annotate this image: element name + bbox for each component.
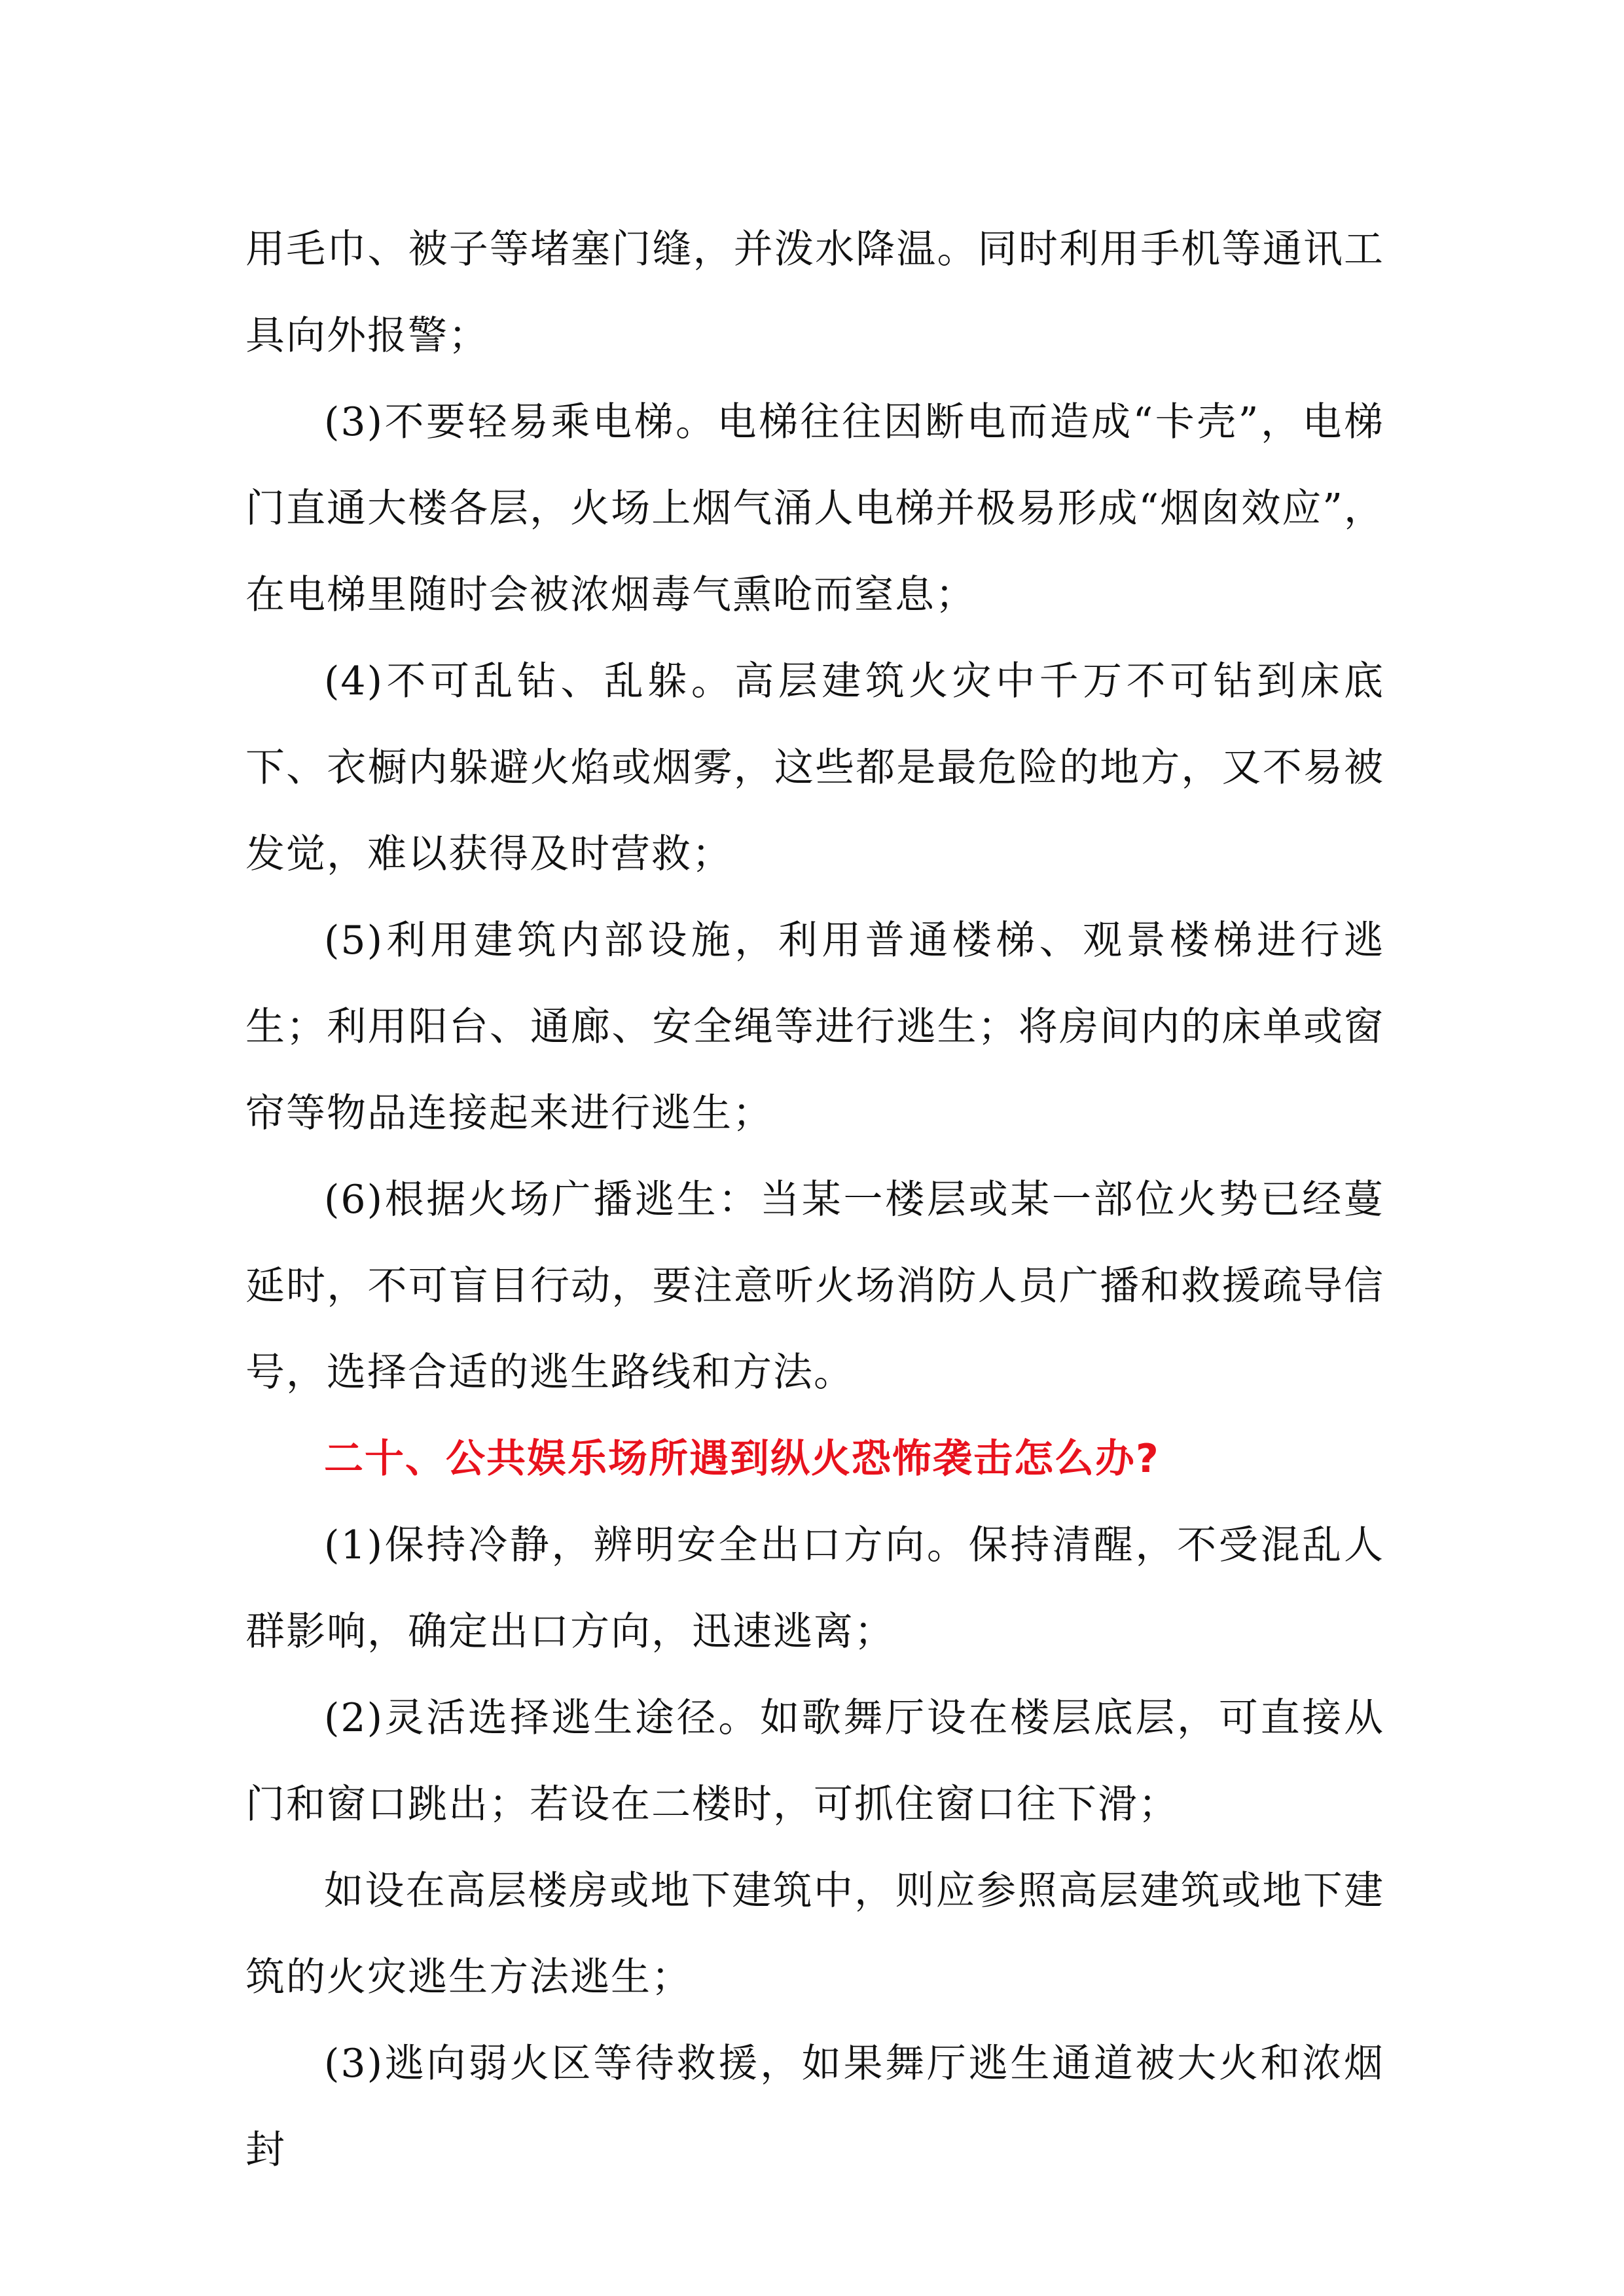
- paragraph-item-3b: (3)逃向弱火区等待救援，如果舞厅逃生通道被大火和浓烟封: [245, 2041, 1384, 2173]
- paragraph-item-6: (6)根据火场广播逃生：当某一楼层或某一部位火势已经蔓延时，不可盲目行动，要注意听火场消防人员广播和救援疏导信号，选择合适的逃生路线和方法。: [245, 1177, 1384, 1395]
- paragraph-item-1: (1)保持冷静，辨明安全出口方向。保持清醒，不受混乱人群影响，确定出口方向，迅速逃离；: [245, 1522, 1384, 1655]
- section-heading: 二十、公共娱乐场所遇到纵火恐怖袭击怎么办?: [324, 1436, 1160, 1482]
- paragraph-continuation: 用毛巾、被子等堵塞门缝，并泼水降温。同时利用手机等通讯工具向外报警；: [245, 226, 1384, 359]
- paragraph-item-5: (5)利用建筑内部设施，利用普通楼梯、观景楼梯进行逃生；利用阳台、通廊、安全绳等进行逃生；将房间内的床单或窗帘等物品连接起来进行逃生；: [245, 918, 1384, 1136]
- document-page: [245, 206, 1384, 2193]
- paragraph-item-4: (4)不可乱钻、乱躲。高层建筑火灾中千万不可钻到床底下、衣橱内躲避火焰或烟雾，这些都是最危险的地方，又不易被发觉，难以获得及时营救；: [245, 658, 1384, 877]
- paragraph-item-3: (3)不要轻易乘电梯。电梯往往因断电而造成“卡壳”，电梯门直通大楼各层，火场上烟气涌人电梯并极易形成“烟囱效应”，在电梯里随时会被浓烟毒气熏呛而窒息；: [245, 399, 1384, 618]
- paragraph-item-2: (2)灵活选择逃生途径。如歌舞厅设在楼层底层，可直接从门和窗口跳出；若设在二楼时，可抓住窗口往下滑；: [245, 1695, 1384, 1827]
- paragraph-note: 如设在高层楼房或地下建筑中，则应参照高层建筑或地下建筑的火灾逃生方法逃生；: [245, 1868, 1384, 2000]
